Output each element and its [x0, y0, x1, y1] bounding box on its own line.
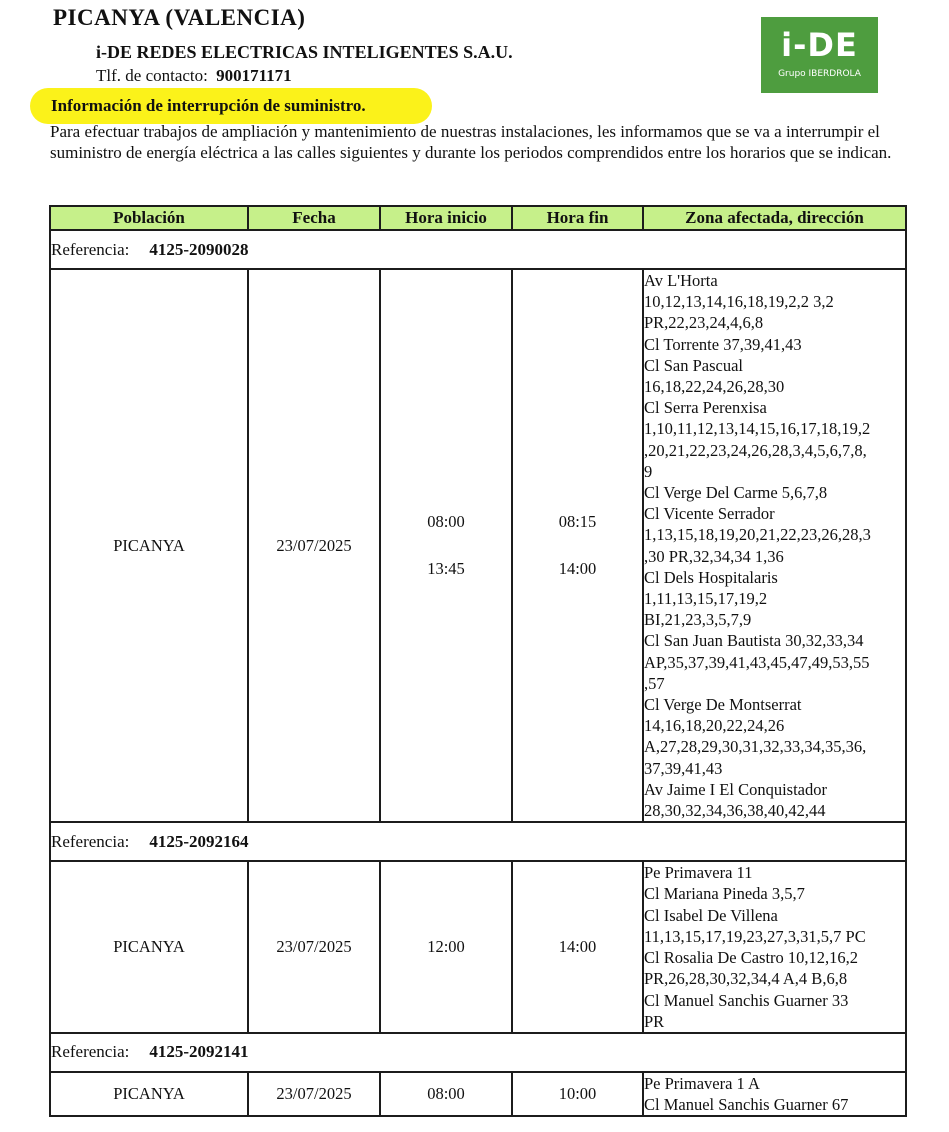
- end-time: 08:15: [558, 512, 597, 532]
- end-time-cell: [512, 861, 643, 1033]
- reference-cell: [50, 1033, 906, 1072]
- col-header-fecha: Fecha: [248, 206, 380, 230]
- address-line: Cl Mariana Pineda 3,5,7: [644, 884, 805, 904]
- reference-cell: [50, 230, 906, 269]
- address-line: Cl Serra Perenxisa: [644, 398, 767, 418]
- col-header-hora-inicio: Hora inicio: [380, 206, 512, 230]
- address-line: 37,39,41,43: [644, 758, 723, 778]
- address-line: A,27,28,29,30,31,32,33,34,35,36,: [644, 737, 867, 757]
- address-cell: [643, 861, 906, 1033]
- address-line: 16,18,22,24,26,28,30: [644, 377, 785, 397]
- address-line: Cl Manuel Sanchis Guarner 33: [644, 990, 849, 1010]
- ide-logo: [761, 17, 878, 93]
- end-time: 14:00: [558, 937, 597, 957]
- address-line: ,30 PR,32,34,34 1,36: [644, 546, 784, 566]
- reference-label: Referencia:: [51, 831, 130, 851]
- address-line: PR: [644, 1011, 665, 1031]
- reference-label: Referencia:: [51, 239, 130, 259]
- col-header-poblacion: Población: [50, 206, 248, 230]
- address-line: Cl Torrente 37,39,41,43: [644, 334, 802, 354]
- address-line: BI,21,23,3,5,7,9: [644, 610, 752, 630]
- date-cell: 23/07/2025: [248, 269, 380, 822]
- table-row: [50, 861, 906, 1033]
- address-line: 9: [644, 461, 653, 481]
- town-cell: PICANYA: [50, 861, 248, 1033]
- address-line: Cl Dels Hospitalaris: [644, 567, 778, 587]
- address-line: Cl Verge Del Carme 5,6,7,8: [644, 483, 828, 503]
- address-line: Av L'Horta: [644, 271, 718, 290]
- reference-row: [50, 230, 906, 269]
- address-line: 1,13,15,18,19,20,21,22,23,26,28,3: [644, 525, 871, 545]
- col-header-zona: Zona afectada, dirección: [643, 206, 906, 230]
- address-line: 14,16,18,20,22,24,26: [644, 716, 785, 736]
- heading-text: Información de interrupción de suministro.: [51, 96, 366, 115]
- address-cell: [643, 269, 906, 822]
- start-time-cell: [380, 1072, 512, 1116]
- contact-label: Tlf. de contacto:: [96, 66, 208, 85]
- highlighted-heading: [30, 88, 432, 124]
- address-line: ,57: [644, 673, 665, 693]
- start-time: 08:00: [427, 1084, 465, 1104]
- end-time: 10:00: [558, 1084, 597, 1104]
- start-time: 13:45: [427, 559, 465, 579]
- date-cell: 23/07/2025: [248, 1072, 380, 1116]
- address-line: PR,26,28,30,32,34,4 A,4 B,6,8: [644, 969, 848, 989]
- address-line: Pe Primavera 1 A: [644, 1073, 760, 1093]
- town-cell: PICANYA: [50, 269, 248, 822]
- table-row: [50, 269, 906, 822]
- page-title: PICANYA (VALENCIA): [53, 5, 306, 30]
- end-time-cell: [512, 1072, 643, 1116]
- col-header-hora-fin: Hora fin: [512, 206, 643, 230]
- logo-wordmark: i-DE: [781, 26, 858, 64]
- start-time-cell: [380, 861, 512, 1033]
- address-cell: [643, 1072, 906, 1116]
- address-line: Cl Rosalia De Castro 10,12,16,2: [644, 948, 859, 968]
- address-line: 1,10,11,12,13,14,15,16,17,18,19,2: [644, 419, 871, 439]
- table-row: [50, 1072, 906, 1116]
- reference-number: 4125-2092141: [149, 1042, 249, 1062]
- contact-phone: 900171171: [216, 66, 292, 85]
- address-line: PR,22,23,24,4,6,8: [644, 313, 764, 333]
- address-line: Av Jaime I El Conquistador: [644, 779, 827, 799]
- table-header-row: [50, 206, 906, 230]
- address-line: Cl Manuel Sanchis Guarner 67: [644, 1095, 849, 1115]
- address-line: 10,12,13,14,16,18,19,2,2 3,2: [644, 292, 834, 312]
- town-cell: PICANYA: [50, 1072, 248, 1116]
- address-line: Cl San Juan Bautista 30,32,33,34: [644, 631, 864, 651]
- address-line: ,20,21,22,23,24,26,28,3,4,5,6,7,8,: [644, 440, 867, 460]
- start-time: 08:00: [427, 512, 465, 532]
- start-time: 12:00: [427, 937, 465, 957]
- end-time: 14:00: [558, 559, 597, 579]
- reference-cell: [50, 822, 906, 861]
- reference-label: Referencia:: [51, 1042, 130, 1062]
- address-line: Cl Isabel De Villena: [644, 905, 778, 925]
- address-line: Cl San Pascual: [644, 355, 743, 375]
- outages-table: [49, 205, 907, 1117]
- address-line: 28,30,32,34,36,38,40,42,44: [644, 801, 826, 821]
- contact-line: [96, 66, 292, 86]
- address-line: Cl Verge De Montserrat: [644, 695, 802, 715]
- reference-number: 4125-2092164: [149, 831, 249, 851]
- reference-number: 4125-2090028: [149, 239, 249, 259]
- address-line: 11,13,15,17,19,23,27,3,31,5,7 PC: [644, 926, 866, 946]
- start-time-cell: [380, 269, 512, 822]
- address-line: Pe Primavera 11: [644, 863, 753, 883]
- logo-group-label: Grupo IBERDROLA: [778, 69, 861, 79]
- intro-paragraph: Para efectuar trabajos de ampliación y mantenimiento de nuestras instalaciones, les informamos que se va a interrumpir el suministro de energía eléctrica a las calles siguientes y durante los periodos comprendidos entre los horarios que se indican.: [50, 122, 892, 162]
- reference-row: [50, 1033, 906, 1072]
- address-line: AP,35,37,39,41,43,45,47,49,53,55: [644, 652, 870, 672]
- company-name: i-DE REDES ELECTRICAS INTELIGENTES S.A.U.: [96, 42, 513, 62]
- address-line: 1,11,13,15,17,19,2: [644, 589, 768, 609]
- date-cell: 23/07/2025: [248, 861, 380, 1033]
- address-line: Cl Vicente Serrador: [644, 504, 775, 524]
- reference-row: [50, 822, 906, 861]
- end-time-cell: [512, 269, 643, 822]
